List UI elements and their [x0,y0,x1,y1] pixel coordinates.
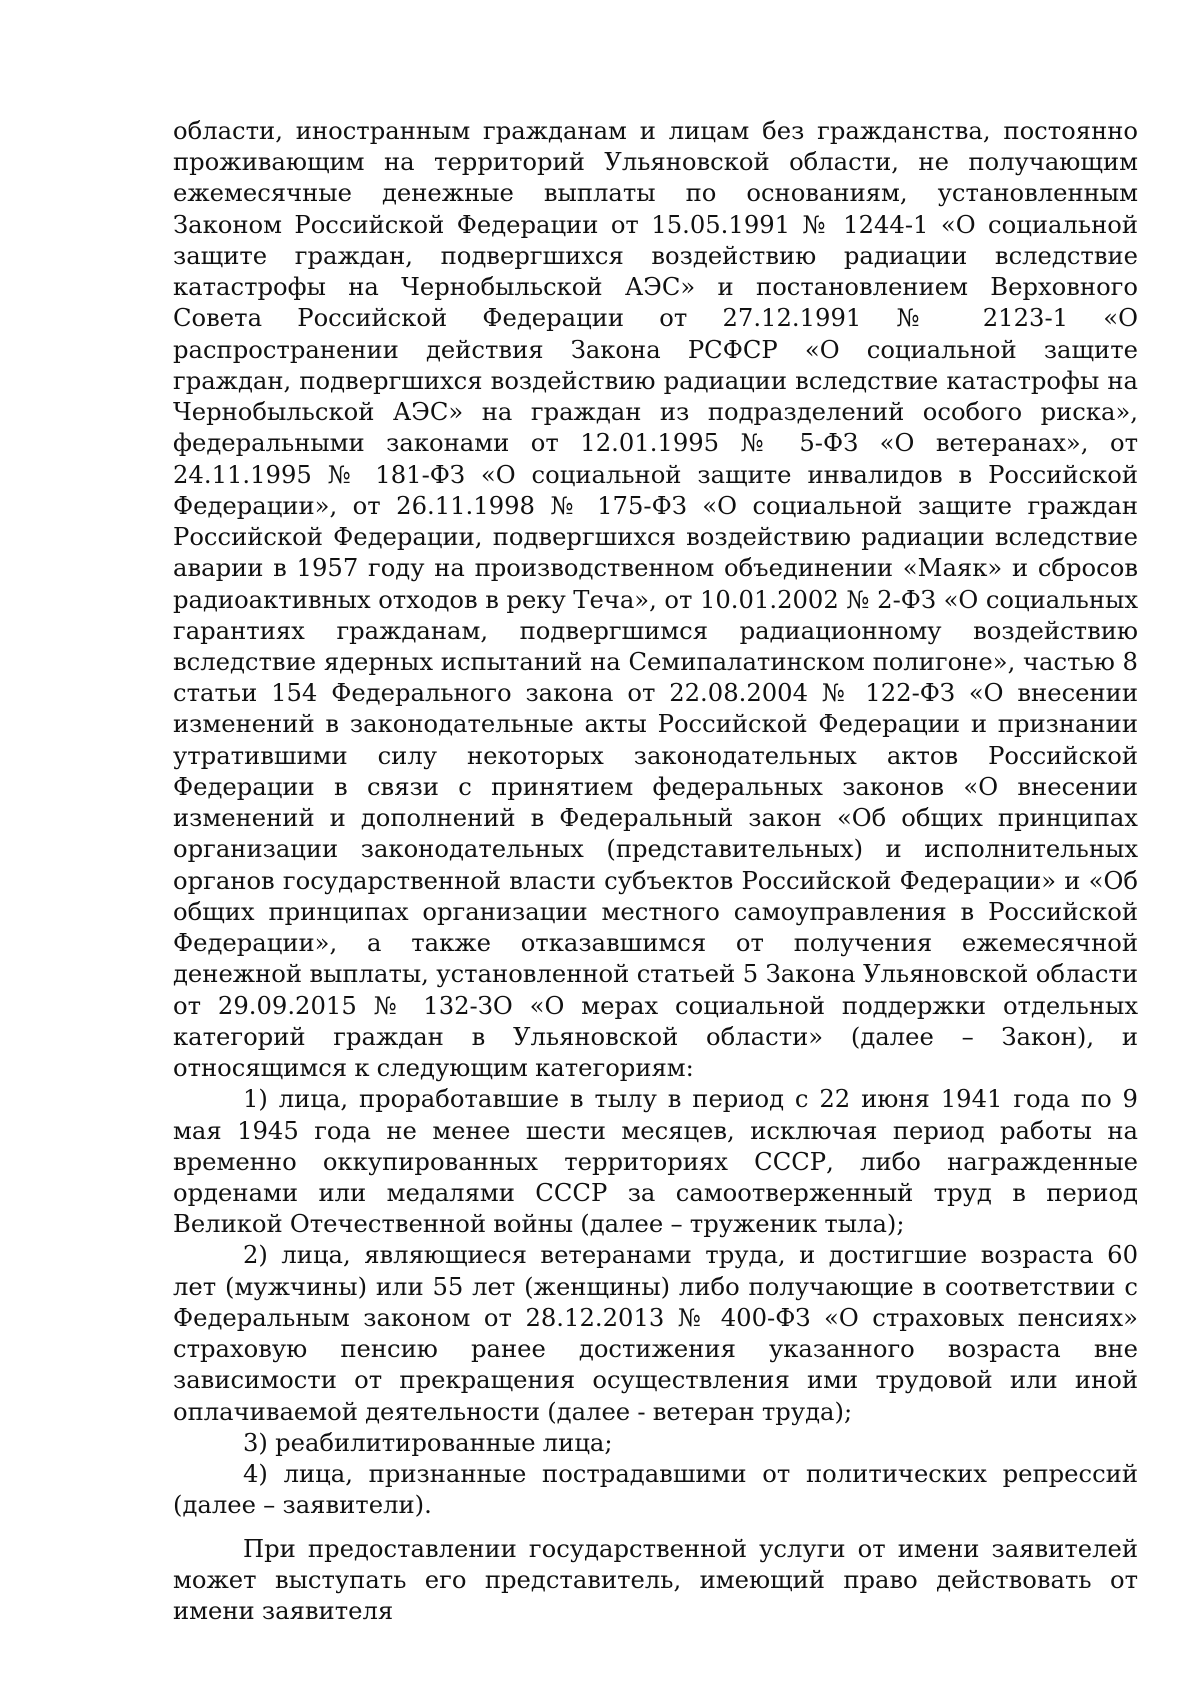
intro-paragraph: области, иностранным гражданам и лицам без гражданства, постоянно проживающим на территорий Ульяновской области, не получающим ежемесячные денежные выплаты по основаниям, установленным Законом Российской Федерации от 15.05.1991 № 1244-1 «О социальной защите граждан, подвергшихся воздействию радиации вследствие катастрофы на Чернобыльской АЭС» и постановлением Верховного Совета Российской Федерации от 27.12.1991 № 2123-1 «О распространении действия Закона РСФСР «О социальной защите граждан, подвергшихся воздействию радиации вследствие катастрофы на Чернобыльской АЭС» на граждан из подразделений особого риска», федеральными законами от 12.01.1995 № 5-ФЗ «О ветеранах», от 24.11.1995 № 181-ФЗ «О социальной защите инвалидов в Российской Федерации», от 26.11.1998 № 175-ФЗ «О социальной защите граждан Российской Федерации, подвергшихся воздействию радиации вследствие аварии в 1957 году на производственном объединении «Маяк» и сбросов радиоактивных отходов в реку Теча», от 10.01.2002 № 2-ФЗ «О социальных гарантиях гражданам, подвергшимся радиационному воздействию вследствие ядерных испытаний на Семипалатинском полигоне», частью 8 статьи 154 Федерального закона от 22.08.2004 № 122-ФЗ «О внесении изменений в законодательные акты Российской Федерации и признании утратившими силу некоторых законодательных актов Российской Федерации в связи с принятием федеральных законов «О внесении изменений и дополнений в Федеральный закон «Об общих принципах организации законодательных (представительных) и исполнительных органов государственной власти субъектов Российской Федерации» и «Об общих принципах организации местного самоуправления в Российской Федерации», а также отказавшимся от получения ежемесячной денежной выплаты, установленной статьей 5 Закона Ульяновской области от 29.09.2015 № 132-ЗО «О мерах социальной поддержки отдельных категорий граждан в Ульяновской области» (далее – Закон), и относящимся к следующим категориям: [173,116,1138,1083]
category-item-1: 1) лица, проработавшие в тылу в период с 22 июня 1941 года по 9 мая 1945 года не менее шести месяцев, исключая период работы на временно оккупированных территориях СССР, либо награжденные орденами или медалями СССР за самоотверженный труд в период Великой Отечественной войны (далее – труженик тыла); [173,1084,1138,1239]
document-body [173,115,1138,1626]
representative-paragraph: При предоставлении государственной услуги от имени заявителей может выступать его представитель, имеющий право действовать от имени заявителя [173,1533,1138,1626]
category-item-2: 2) лица, являющиеся ветеранами труда, и достигшие возраста 60 лет (мужчины) или 55 лет (женщины) либо получающие в соответствии с Федеральным законом от 28.12.2013 № 400-ФЗ «О страховых пенсиях» страховую пенсию ранее достижения указанного возраста вне зависимости от прекращения осуществления ими трудовой или иной оплачиваемой деятельности (далее - ветеран труда); [173,1240,1138,1426]
category-item-3: 3) реабилитированные лица; [243,1427,613,1457]
category-item-4: 4) лица, признанные пострадавшими от политических репрессий (далее – заявители). [173,1459,1138,1520]
